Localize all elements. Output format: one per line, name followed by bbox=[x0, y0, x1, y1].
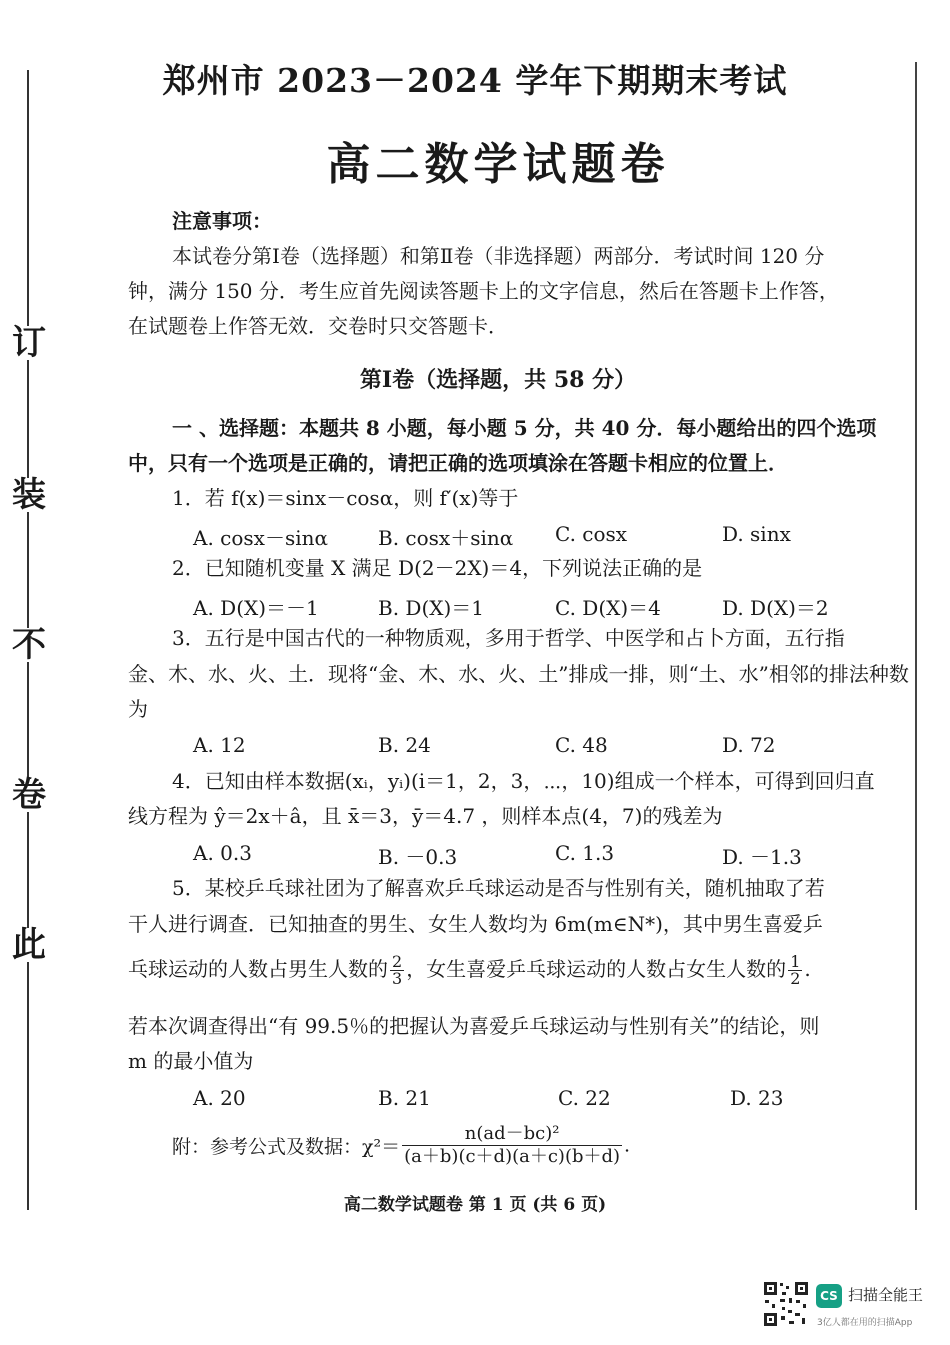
q4-line-1: 4．已知由样本数据(xᵢ，yᵢ)(i＝1，2，3，⋯，10)组成一个样本，可得到回归直 bbox=[172, 769, 875, 793]
exam-title: 郑州市 2023－2024 学年下期期末考试 bbox=[162, 61, 788, 100]
q3-option-c: C. 48 bbox=[555, 733, 608, 757]
q5-line-3 bbox=[128, 954, 811, 987]
q1-stem: 1．若 f(x)＝sinx－cosα，则 f′(x)等于 bbox=[172, 486, 519, 510]
section-heading: 第Ⅰ卷（选择题，共 58 分） bbox=[359, 367, 637, 393]
notice-line-3: 在试题卷上作答无效．交卷时只交答题卡． bbox=[128, 314, 508, 338]
q5-fraction2-numerator: 1 bbox=[790, 952, 801, 971]
camscanner-tagline: 3亿人都在用的扫描App bbox=[817, 1318, 913, 1328]
q3-line-2: 金、木、水、火、土．现将“金、木、水、火、土”排成一排，则“土、水”相邻的排法种数 bbox=[128, 662, 909, 686]
camscanner-brand: 扫描全能王 bbox=[848, 1286, 924, 1304]
q4-option-b: B. －0.3 bbox=[378, 845, 458, 869]
q5-option-b: B. 21 bbox=[378, 1086, 431, 1110]
chi-square-numerator: n(ad－bc)² bbox=[402, 1123, 622, 1146]
q5-fraction1-denominator: 3 bbox=[392, 969, 403, 988]
page-footer: 高二数学试题卷 第 1 页 (共 6 页) bbox=[343, 1195, 607, 1215]
q2-stem: 2．已知随机变量 X 满足 D(2－2X)＝4，下列说法正确的是 bbox=[172, 556, 703, 580]
margin-char-5: 订 bbox=[12, 323, 46, 363]
q1-option-a: A. cosx－sinα bbox=[193, 526, 328, 550]
q3-option-d: D. 72 bbox=[722, 733, 776, 757]
q5-option-d: D. 23 bbox=[730, 1086, 784, 1110]
part-intro-line-1: 一 、选择题：本题共 8 小题，每小题 5 分，共 40 分．每小题给出的四个选项 bbox=[172, 416, 877, 440]
margin-char-1: 此 bbox=[12, 925, 46, 965]
q1-option-d: D. sinx bbox=[722, 522, 791, 546]
q4-option-c: C. 1.3 bbox=[555, 841, 615, 865]
q4-line-2: 线方程为 ŷ＝2x＋â，且 x̄＝3，ȳ＝4.7 ，则样本点(4，7)的残差为 bbox=[128, 804, 723, 828]
q5-line-1: 5．某校乒乓球社团为了解喜欢乒乓球运动是否与性别有关，随机抽取了若 bbox=[172, 876, 825, 900]
reference-formula bbox=[172, 1123, 630, 1168]
q3-line-3: 为 bbox=[128, 697, 148, 721]
q3-option-b: B. 24 bbox=[378, 733, 431, 757]
q5-fraction1-numerator: 2 bbox=[392, 952, 403, 971]
chi-square-denominator: (a＋b)(c＋d)(a＋c)(b＋d) bbox=[404, 1146, 621, 1167]
margin-char-4: 装 bbox=[12, 475, 46, 515]
notice-line-1: 本试卷分第Ⅰ卷（选择题）和第Ⅱ卷（非选择题）两部分．考试时间 120 分 bbox=[172, 244, 825, 268]
q5-option-a: A. 20 bbox=[193, 1086, 246, 1110]
qr-code-icon bbox=[762, 1280, 810, 1328]
exam-subtitle: 高二数学试题卷 bbox=[326, 139, 670, 190]
camscanner-logo-icon: CS bbox=[816, 1284, 842, 1308]
q4-option-a: A. 0.3 bbox=[193, 841, 252, 865]
q5-line-4: 若本次调查得出“有 99.5％的把握认为喜爱乒乓球运动与性别有关”的结论，则 bbox=[128, 1014, 820, 1038]
formula-label: 附：参考公式及数据：χ²＝ bbox=[172, 1136, 401, 1158]
q1-option-c: C. cosx bbox=[555, 522, 628, 546]
q3-line-1: 3．五行是中国古代的一种物质观，多用于哲学、中医学和占卜方面，五行指 bbox=[172, 626, 845, 650]
q5-line-2: 干人进行调查．已知抽查的男生、女生人数均为 6m(m∈N*)，其中男生喜爱乒 bbox=[128, 912, 823, 936]
q2-option-d: D. D(X)＝2 bbox=[722, 596, 829, 620]
right-border-line bbox=[915, 62, 917, 1210]
chi-square-fraction bbox=[402, 1123, 622, 1168]
q2-option-b: B. D(X)＝1 bbox=[378, 596, 485, 620]
q4-option-d: D. －1.3 bbox=[722, 845, 802, 869]
q5-option-c: C. 22 bbox=[558, 1086, 611, 1110]
q3-option-a: A. 12 bbox=[193, 733, 246, 757]
q5-fraction-one-half bbox=[788, 954, 802, 987]
part-intro-line-2: 中，只有一个选项是正确的，请把正确的选项填涂在答题卡相应的位置上． bbox=[128, 451, 788, 475]
q5-line-3-part-c: . bbox=[804, 957, 811, 981]
q5-fraction-two-thirds bbox=[390, 954, 404, 987]
q2-option-a: A. D(X)＝－1 bbox=[193, 596, 319, 620]
q5-line-3-part-b: ，女生喜爱乒乓球运动的人数占女生人数的 bbox=[406, 957, 787, 981]
margin-char-3: 不 bbox=[12, 625, 46, 665]
notice-heading: 注意事项： bbox=[172, 209, 272, 233]
q2-option-c: C. D(X)＝4 bbox=[555, 596, 661, 620]
q1-option-b: B. cosx＋sinα bbox=[378, 526, 514, 550]
q5-line-5: m 的最小值为 bbox=[128, 1049, 254, 1073]
q5-line-3-part-a: 乓球运动的人数占男生人数的 bbox=[128, 957, 388, 981]
q5-fraction2-denominator: 2 bbox=[790, 969, 801, 988]
formula-tail: . bbox=[624, 1134, 631, 1157]
margin-char-2: 卷 bbox=[12, 775, 46, 815]
notice-line-2: 钟，满分 150 分．考生应首先阅读答题卡上的文字信息，然后在答题卡上作答， bbox=[128, 279, 839, 303]
